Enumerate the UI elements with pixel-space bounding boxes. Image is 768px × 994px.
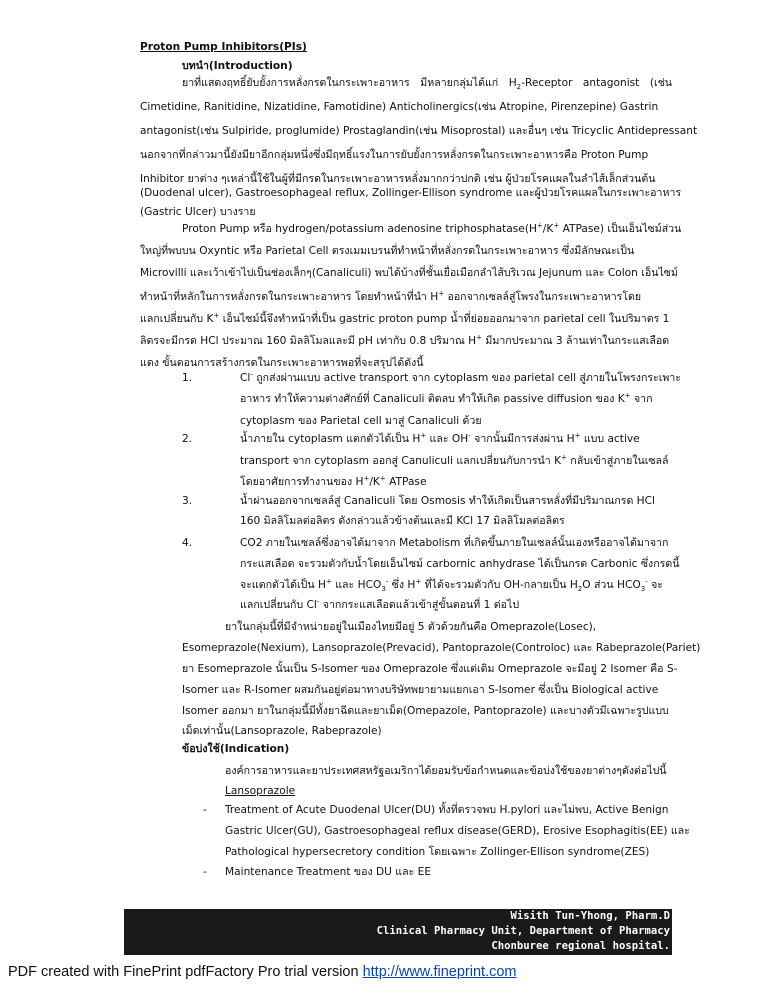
bullet1-line-3: Pathological hypersecretory condition โดยเฉพาะ Zollinger-Ellison syndrome(ZES) <box>225 846 650 858</box>
p3-line-4: Isomer และ R-Isomer ผสมกันอยู่ต่อมาทางบริษัทพยายามแยกเอา S-Isomer ซึ่งเป็น Biological active <box>182 684 659 696</box>
bullet1-line-2: Gastric Ulcer(GU), Gastroesophageal reflux disease(GERD), Erosive Esophagitis(EE) และ <box>225 825 690 837</box>
p2-line-4: ทำหน้าที่หลักในการหลั่งกรดในกระเพาะอาหาร โดยทำหน้าที่นำ H+ ออกจากเซลล์สู่โพรงในกระเพาะอาหารโดย <box>140 289 642 303</box>
step3-line-1: น้ำผ่านออกจากเซลล์สู่ Canaliculi โดย Osmosis ทำให้เกิดเป็นสารหลั่งที่มีปริมาณกรด HCl <box>240 495 655 507</box>
fineprint-link[interactable]: http://www.fineprint.com <box>362 964 517 980</box>
p2-line-7: แดง ขั้นตอนการสร้างกรดในกระเพาะอาหารพอที่จะสรุปได้ดังนี้ <box>140 357 424 369</box>
step-number: 3. <box>182 495 193 507</box>
p1-line-5: Inhibitor ยาต่าง ๆเหล่านี้ใช้ในผู้ที่มีกรดในกระเพาะอาหารหลั่งมากกว่าปกติ เช่น ผู้ป่วยโรคแผลในลำไส้เล็กส่วนต้น <box>140 173 656 185</box>
pdf-creator-note <box>8 964 517 980</box>
step3-line-2: 160 มิลลิโมลต่อลิตร ดังกล่าวแล้วข้างต้นและมี KCl 17 มิลลิโมลต่อลิตร <box>240 515 565 527</box>
p2-line-2: ใหญ่ที่พบบน Oxyntic หรือ Parietal Cell ตรงเมมเบรนที่ทำหน้าที่หลั่งกรดในกระเพาะอาหาร ซึ่งมีลักษณะเป็น <box>140 245 635 257</box>
p2-line-6: ลิตรจะมีกรด HCl ประมาณ 160 มิลลิโมลและมี pH เท่ากับ 0.8 ปริมาณ H+ มีมากประมาณ 3 ล้านเท่าในกระแสเลือด <box>140 333 670 347</box>
indication-heading: ข้อบ่งใช้(Indication) <box>182 743 290 755</box>
bullet-dash: - <box>203 866 207 878</box>
p1-line-2: Cimetidine, Ranitidine, Nizatidine, Famotidine) Anticholinergics(เช่น Atropine, Pirenzepine) Gastrin <box>140 101 659 113</box>
p1-line-1: ยาที่แสดงฤทธิ์ยับยั้งการหลั่งกรดในกระเพาะอาหาร มีหลายกลุ่มได้แก่ $H_2$-Receptor antagonist (เช่น <box>182 77 673 92</box>
step2-line-3: โดยอาศัยการทำงานของ H+/K+ ATPase <box>240 474 427 488</box>
drug-name: Lansoprazole <box>225 785 296 797</box>
footer-hospital: Chonburee regional hospital. <box>491 940 670 952</box>
pdf-note-text: PDF created with FinePrint pdfFactory Pro trial version <box>8 964 363 980</box>
step4-line-3: จะแตกตัวได้เป็น H+ และ $HCO_3^-$ ซึ่ง H+ ที่ได้จะรวมตัวกับ OH-กลายเป็น $H_2O$ ส่วน $HCO_3^-$ จะ <box>240 577 663 594</box>
p3-line-5: Isomer ออกมา ยาในกลุ่มนี้มีทั้งยาฉีดและยาเม็ด(Omepazole, Pantoprazole) และบางตัวมีเฉพาะรูปแบบ <box>182 705 669 717</box>
p1-line-7: (Gastric Ulcer) บางราย <box>140 206 256 218</box>
step-number: 4. <box>182 537 193 549</box>
step2-line-1: น้ำภายใน cytoplasm แตกตัวได้เป็น H+ และ OH- จากนั้นมีการส่งผ่าน H+ แบบ active <box>240 431 640 445</box>
p2-line-3: Microvilli และเว้าเข้าไปเป็นช่องเล็กๆ(Canaliculi) พบได้บ้างที่ชั้นเยื่อเมือกลำไส้บริเวณ Jejunum และ Colon เอ็นไซม์ <box>140 267 678 279</box>
p3-line-3: ยา Esomeprazole นั้นเป็น S-Isomer ของ Omeprazole ซึ่งแต่เดิม Omeprazole จะมีอยู่ 2 Isomer คือ S- <box>182 663 678 675</box>
p1-line-6: (Duodenal ulcer), Gastroesophageal reflux, Zollinger-Ellison syndrome และผู้ป่วยโรคแผลในกระเพาะอาหาร <box>140 187 682 199</box>
p3-line-1: ยาในกลุ่มนี้ที่มีจำหน่ายอยู่ในเมืองไทยมีอยู่ 5 ตัวด้วยกันคือ Omeprazole(Losec), <box>225 621 597 633</box>
step-number: 1. <box>182 372 193 384</box>
p2-line-5: แลกเปลี่ยนกับ K+ เอ็นไซม์นี้จึงทำหน้าที่เป็น gastric proton pump น้ำที่ย่อยออกมาจาก parietal cell ในปริมาตร 1 <box>140 311 670 325</box>
bullet2-line-1: Maintenance Treatment ของ DU และ EE <box>225 866 432 878</box>
bullet-dash: - <box>203 804 207 816</box>
step1-line-1: Cl- ถูกส่งผ่านแบบ active transport จาก cytoplasm ของ parietal cell สู่ภายในโพรงกระเพาะ <box>240 370 681 384</box>
p3-line-2: Esomeprazole(Nexium), Lansoprazole(Prevacid), Pantoprazole(Controloc) และ Rabeprazole(Pariet) <box>182 642 701 654</box>
bullet1-line-1: Treatment of Acute Duodenal Ulcer(DU) ทั้งที่ตรวจพบ H.pylori และไม่พบ, Active Benign <box>225 804 669 816</box>
step1-line-3: cytoplasm ของ Parietal cell มาสู่ Canaliculi ด้วย <box>240 415 482 427</box>
p2-line-1: Proton Pump หรือ hydrogen/potassium adenosine triphosphatase(H+/K+ ATPase) เป็นเอ็นไซม์ส่วน <box>182 221 682 235</box>
page-title: Proton Pump Inhibitors(PIs) <box>140 41 307 53</box>
indication-intro: องค์การอาหารและยาประเทศสหรัฐอเมริกาได้ยอมรับข้อกำหนดและข้อบ่งใช้ของยาต่างๆดังต่อไปนี้ <box>225 765 667 777</box>
step-number: 2. <box>182 433 193 445</box>
p1-line-3: antagonist(เช่น Sulpiride, proglumide) Prostaglandin(เช่น Misoprostal) และอื่นๆ เช่น Tricyclic Antidepressant <box>140 125 698 137</box>
step4-line-4: แลกเปลี่ยนกับ Cl- จากกระแสเลือดแล้วเข้าสู่ขั้นตอนที่ 1 ต่อไป <box>240 597 520 611</box>
author-footer <box>124 909 672 955</box>
footer-unit: Clinical Pharmacy Unit, Department of Pharmacy <box>376 925 670 937</box>
step1-line-2: อาหาร ทำให้ความต่างศักย์ที่ Canaliculi ติดลบ ทำให้เกิด passive diffusion ของ K+ จาก <box>240 391 653 405</box>
intro-heading: บทนำ(Introduction) <box>182 60 293 72</box>
step2-line-2: transport จาก cytoplasm ออกสู่ Canuliculi แลกเปลี่ยนกับการนำ K+ กลับเข้าสู่ภายในเซลล์ <box>240 453 669 467</box>
p3-line-6: เม็ดเท่านั้น(Lansoprazole, Rabeprazole) <box>182 725 382 737</box>
step4-line-2: กระแสเลือด จะรวมตัวกับน้ำโดยเอ็นไซม์ carbornic anhydrase ได้เป็นกรด Carbonic ซึ่งกรดนี้ <box>240 558 680 570</box>
step4-line-1: CO2 ภายในเซลล์ซึ่งอาจได้มาจาก Metabolism ที่เกิดขึ้นภายในเซลล์นั้นเองหรืออาจได้มาจาก <box>240 537 669 549</box>
p1-line-4: นอกจากที่กล่าวมานี้ยังมียาอีกกลุ่มหนึ่งซึ่งมีฤทธิ์แรงในการยับยั้งการหลั่งกรดในกระเพาะอาหารคือ Proton Pump <box>140 149 649 161</box>
footer-author: Wisith Tun-Yhong, Pharm.D <box>510 910 670 922</box>
